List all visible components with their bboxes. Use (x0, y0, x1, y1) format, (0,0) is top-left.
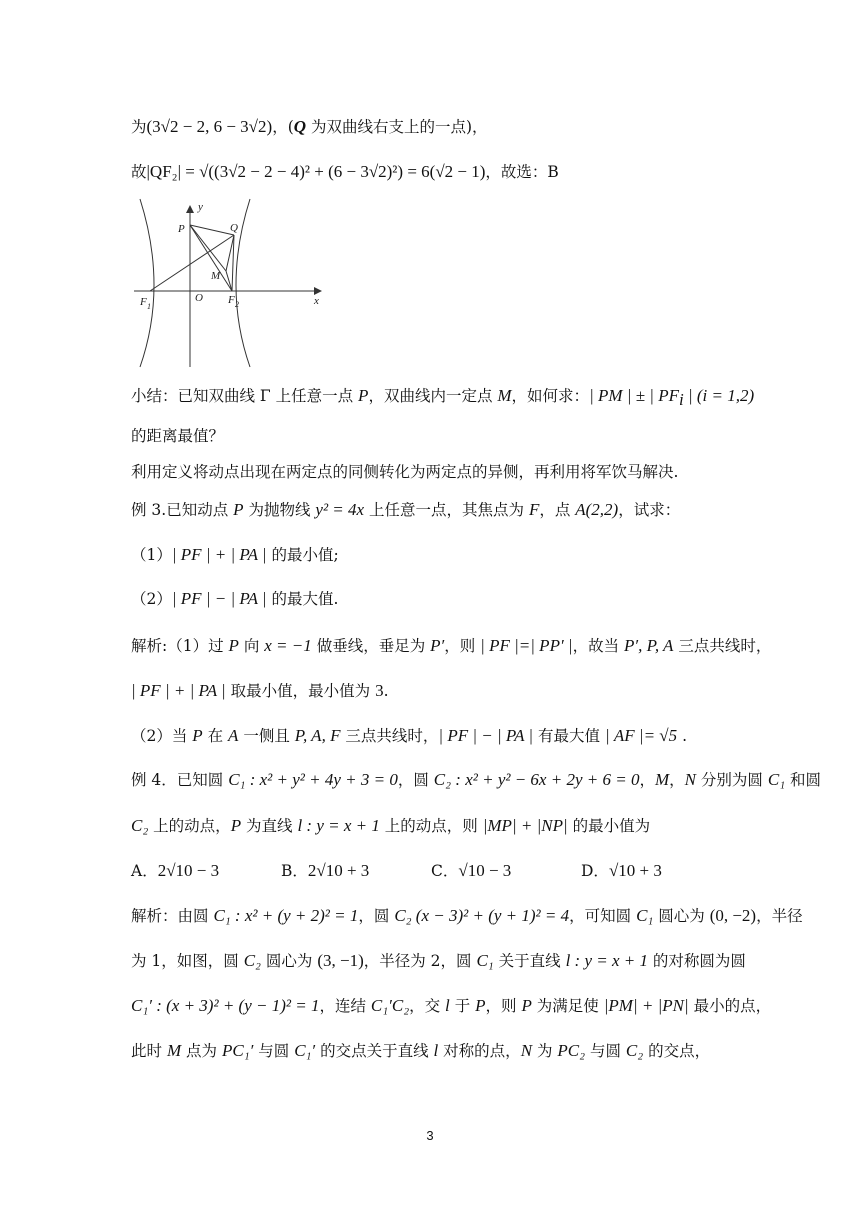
text: 与圆 (585, 1042, 626, 1060)
page-number: 3 (426, 1128, 434, 1143)
text: ，圆 (358, 907, 395, 925)
text: 的交点， (643, 1042, 711, 1060)
label-o: O (195, 292, 203, 304)
label-y: y (198, 201, 203, 213)
math-expression: | PF | − | PA | (438, 726, 534, 745)
option-a: A．2√10 − 3 (131, 861, 220, 880)
math-var: N (684, 770, 696, 789)
text: （2）当 (131, 727, 193, 745)
math-var: M (166, 1041, 182, 1060)
solution-4-line-3 (131, 996, 771, 1016)
solution-1-line (131, 636, 771, 656)
text: 关于直线 (493, 952, 566, 970)
math-var: P (521, 996, 532, 1015)
math-var: C₁ (636, 906, 654, 925)
text: ，( (272, 118, 294, 136)
text: 的对称圆为圆 (648, 952, 746, 970)
text: 取最小值，最小值为 (225, 682, 376, 700)
math-expression: | PF | + | PA | (131, 681, 226, 700)
option-b: B．2√10 + 3 (281, 861, 370, 880)
text: 上的动点， (148, 817, 231, 835)
segment-f1-q (150, 235, 234, 291)
text: ，半径 (756, 907, 803, 925)
solution-4-line-2 (131, 951, 746, 971)
text-line-1 (131, 117, 488, 137)
text: 三点共线时， (340, 727, 439, 745)
text: 圆心为 (653, 907, 710, 925)
math-var: P (475, 996, 486, 1015)
math-expression: | PF | + | PA | (171, 545, 267, 564)
math-expression: C₂ (x − 3)² + (y + 1)² = 4 (394, 906, 570, 925)
label-f1: F (140, 296, 147, 308)
label-q: Q (230, 222, 238, 234)
example-3-line (131, 500, 680, 520)
text: 和圆 (785, 771, 822, 789)
math-subscript: i (678, 390, 684, 410)
math-expression: | (i = 1,2) (683, 386, 755, 405)
text: ，故选：B (485, 163, 559, 181)
example-4-line-2 (131, 816, 650, 836)
text: 上的动点，则 (379, 817, 483, 835)
text: ， (669, 771, 685, 789)
math-expression: PC₁′ (221, 1041, 254, 1060)
text: 向 (238, 637, 265, 655)
text: 解析:（1）过 (131, 637, 229, 655)
math-var: M (654, 770, 670, 789)
text: 为直线 (241, 817, 298, 835)
text: ，双曲线内一定点 (368, 387, 498, 405)
text: 于 (449, 997, 476, 1015)
text: 为抛物线 (243, 501, 316, 519)
label-f1-sub: 1 (147, 302, 151, 311)
math-expression: |MP| + |NP| (482, 816, 568, 835)
text: ，交 (409, 997, 446, 1015)
text-line-2 (131, 162, 559, 182)
text: 最小的点， (688, 997, 772, 1015)
options-line (131, 861, 731, 881)
text: 点为 (181, 1042, 222, 1060)
math-var: A (228, 726, 239, 745)
x-axis-arrow (314, 287, 322, 295)
math-expression: P′, P, A (624, 636, 674, 655)
text: 解析：由圆 (131, 907, 214, 925)
math-expression: | PM | ± | PF (589, 386, 679, 405)
method-line (131, 462, 678, 482)
text: 有最大值 (533, 727, 605, 745)
math-expression: A(2,2) (575, 500, 619, 519)
option-d: D．√10 + 3 (581, 861, 662, 880)
solution-1-line-2 (131, 681, 389, 701)
solution-2-line (131, 726, 687, 746)
text: 与圆 (253, 1042, 295, 1060)
label-x: x (314, 295, 319, 307)
text: 为双曲线右支上的一点)， (306, 118, 488, 136)
math-expression: C₂ : x² + y² − 6x + 2y + 6 = 0 (433, 770, 640, 789)
text: 上任意一点，其焦点为 (364, 501, 529, 519)
solution-4-line-4 (131, 1041, 710, 1061)
text: 对称的点， (438, 1042, 521, 1060)
math-var: P (192, 726, 203, 745)
example-4-line (131, 770, 821, 790)
text: 为 (131, 118, 147, 136)
text: 做垂线，垂足为 (311, 637, 431, 655)
question-2-line (131, 589, 338, 609)
math-expression: | AF |= √5 (604, 726, 678, 745)
text: 例 3.已知动点 (131, 501, 234, 519)
text: （1） (131, 546, 172, 564)
math-var: C₂ (243, 951, 261, 970)
hyperbola-left-branch (140, 199, 154, 367)
text: . (383, 682, 389, 700)
text: 圆心为 (260, 952, 318, 970)
math-expression: PC₂ (557, 1041, 586, 1060)
math-var: C₁ (476, 951, 494, 970)
label-f2: F (228, 294, 235, 306)
math-var: Q (293, 117, 307, 136)
math-var: l (445, 996, 450, 1015)
text: ，点 (539, 501, 576, 519)
text: 为 (532, 1042, 558, 1060)
math-var: F (528, 500, 540, 519)
solution-4-line (131, 906, 803, 926)
label-m: M (211, 270, 221, 282)
y-axis-arrow (186, 205, 194, 213)
summary-line (131, 386, 754, 410)
text: 此时 (131, 1042, 167, 1060)
math-expression: l : y = x + 1 (297, 816, 380, 835)
option-c: C．√10 − 3 (431, 861, 512, 880)
text: （2） (131, 590, 172, 608)
math-expression: x = −1 (264, 636, 312, 655)
question-1-line (131, 545, 339, 565)
math-expression: y² = 4x (315, 500, 365, 519)
math-var: P (230, 816, 242, 835)
math-var: P′ (430, 636, 445, 655)
text: 的距离最值？ (131, 427, 225, 445)
math-var: N (520, 1041, 533, 1060)
math-value: 3 (375, 681, 384, 700)
text: 在 (202, 727, 229, 745)
text: ，圆 (397, 771, 434, 789)
math-expression: C₁′C₂ (370, 996, 410, 1015)
text: ，连结 (319, 997, 371, 1015)
text: ，试求： (618, 501, 681, 519)
text: 例 4．已知圆 (131, 771, 229, 789)
math-var: C₁′ (294, 1041, 316, 1060)
text: 为满足使 (531, 997, 604, 1015)
math-expression: C₁ : x² + (y + 2)² = 1 (213, 906, 359, 925)
segment-m-f2 (226, 271, 232, 291)
text: ， (639, 771, 655, 789)
label-p: P (178, 223, 185, 235)
text: ，则 (444, 637, 481, 655)
text: ，半径为 2，圆 (363, 952, 477, 970)
text: 的交点关于直线 (315, 1042, 434, 1060)
math-var: M (497, 386, 512, 405)
math-expression: | PF |=| PP′ | (480, 636, 573, 655)
text: ，可知圆 (569, 907, 637, 925)
label-f2-sub: 2 (235, 300, 239, 309)
math-var: C₂ (131, 816, 149, 835)
math-expression: l : y = x + 1 (565, 951, 648, 970)
math-expression: C₁ : x² + y² + 4y + 3 = 0 (228, 770, 398, 789)
math-expression: P, A, F (294, 726, 341, 745)
text: 的最小值; (266, 546, 339, 564)
hyperbola-right-branch (236, 199, 250, 367)
text: 一侧且 (238, 727, 295, 745)
text: . (677, 727, 687, 745)
text: 的最大值. (266, 590, 339, 608)
text: 小结：已知双曲线 Γ 上任意一点 (131, 387, 359, 405)
hyperbola-figure (128, 197, 324, 369)
math-var: C₂ (625, 1041, 644, 1060)
math-var: P (228, 636, 239, 655)
text: ，则 (485, 997, 522, 1015)
math-expression: (3, −1) (317, 951, 364, 970)
text: ，如何求： (511, 387, 590, 405)
text: 利用定义将动点出现在两定点的同侧转化为两定点的异侧，再利用将军饮马解决. (131, 463, 679, 481)
text: 的最小值为 (567, 817, 651, 835)
text: 故 (131, 163, 147, 181)
text: 为 1，如图，圆 (131, 952, 244, 970)
math-expression: (0, −2) (709, 906, 757, 925)
summary-line-2 (131, 426, 224, 446)
math-var: C₁ (767, 770, 786, 789)
math-expression: (3√2 − 2, 6 − 3√2) (146, 117, 273, 136)
text: 三点共线时， (673, 637, 772, 655)
math-var: P (358, 386, 369, 405)
math-expression: |PM| + |PN| (603, 996, 689, 1015)
math-expression: | PF | − | PA | (171, 589, 267, 608)
math-expression: C₁′ : (x + 3)² + (y − 1)² = 1 (131, 996, 320, 1015)
math-expression: |QF₂| = √((3√2 − 2 − 4)² + (6 − 3√2)²) = 6(√2 − 1) (146, 162, 486, 181)
math-var: l (433, 1041, 439, 1060)
text: 分别为圆 (696, 771, 768, 789)
text: ，故当 (572, 637, 625, 655)
math-var: P (233, 500, 244, 519)
